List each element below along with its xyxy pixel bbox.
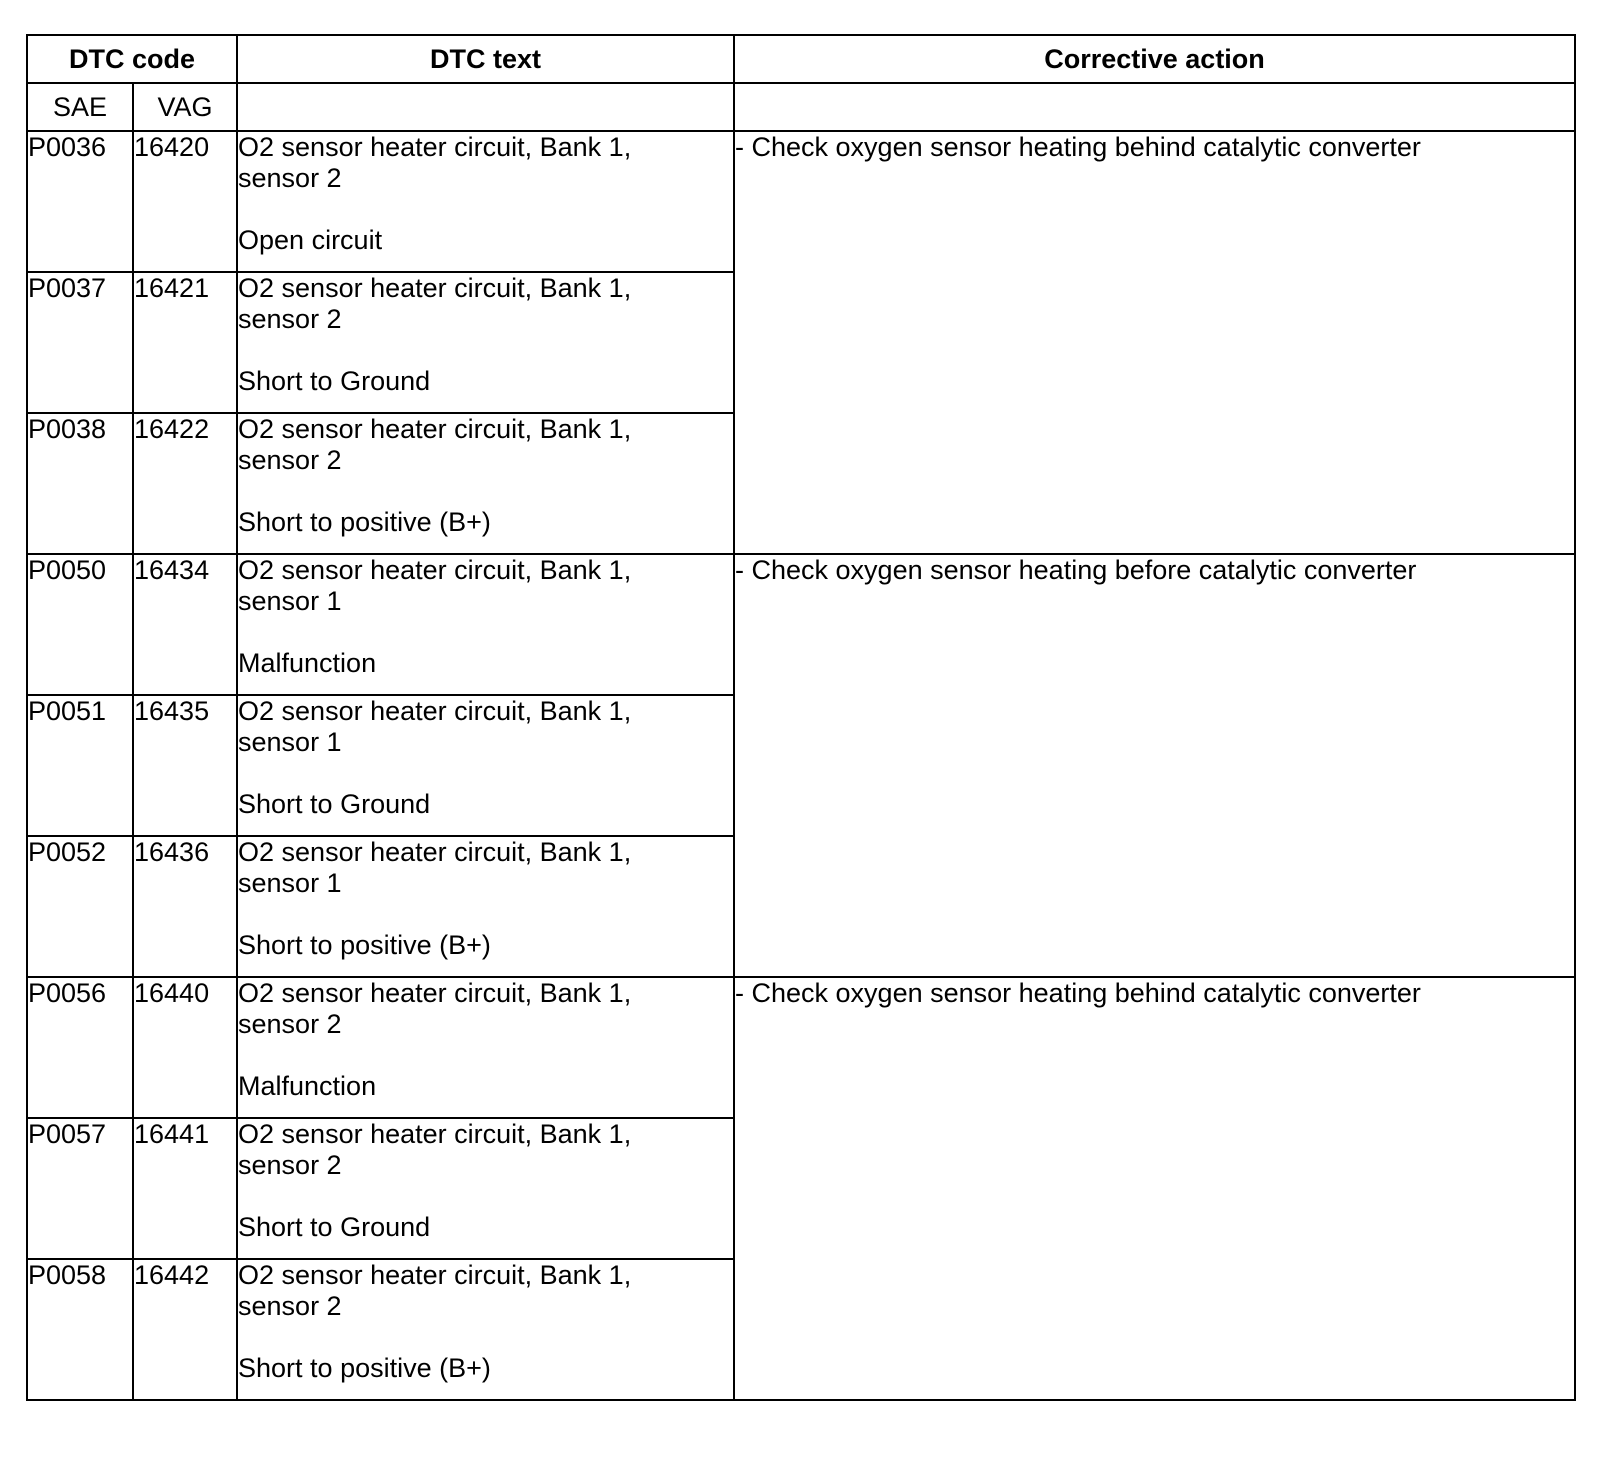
dtc-sensor: sensor 2 — [238, 304, 342, 334]
corrective-action: - Check oxygen sensor heating before catalytic converter — [734, 554, 1575, 977]
vag-code: 16442 — [133, 1259, 237, 1400]
vag-code: 16434 — [133, 554, 237, 695]
dtc-status: Short to Ground — [238, 789, 431, 819]
dtc-description: O2 sensor heater circuit, Bank 1, — [238, 1260, 632, 1290]
sae-code: P0056 — [27, 977, 133, 1118]
vag-code: 16421 — [133, 272, 237, 413]
dtc-sensor: sensor 2 — [238, 445, 342, 475]
vag-code: 16436 — [133, 836, 237, 977]
dtc-text — [237, 836, 734, 977]
vag-code: 16435 — [133, 695, 237, 836]
corrective-action: - Check oxygen sensor heating behind catalytic converter — [734, 131, 1575, 554]
dtc-description: O2 sensor heater circuit, Bank 1, — [238, 837, 632, 867]
dtc-description: O2 sensor heater circuit, Bank 1, — [238, 414, 632, 444]
dtc-description: O2 sensor heater circuit, Bank 1, — [238, 273, 632, 303]
sae-code: P0058 — [27, 1259, 133, 1400]
sae-code: P0051 — [27, 695, 133, 836]
dtc-sensor: sensor 2 — [238, 1150, 342, 1180]
header-dtc-text: DTC text — [237, 35, 734, 83]
dtc-sensor: sensor 2 — [238, 1291, 342, 1321]
dtc-status: Short to Ground — [238, 366, 431, 396]
dtc-sensor: sensor 1 — [238, 727, 342, 757]
dtc-status: Malfunction — [238, 648, 377, 678]
vag-code: 16420 — [133, 131, 237, 272]
subheader-text-empty — [237, 83, 734, 131]
vag-code: 16422 — [133, 413, 237, 554]
dtc-text — [237, 1118, 734, 1259]
subheader-vag: VAG — [133, 83, 237, 131]
dtc-text — [237, 554, 734, 695]
dtc-status: Short to Ground — [238, 1212, 431, 1242]
vag-code: 16441 — [133, 1118, 237, 1259]
dtc-description: O2 sensor heater circuit, Bank 1, — [238, 978, 632, 1008]
vag-code: 16440 — [133, 977, 237, 1118]
dtc-status: Open circuit — [238, 225, 383, 255]
dtc-status: Malfunction — [238, 1071, 377, 1101]
dtc-description: O2 sensor heater circuit, Bank 1, — [238, 555, 632, 585]
dtc-sensor: sensor 2 — [238, 163, 342, 193]
sae-code: P0050 — [27, 554, 133, 695]
sae-code: P0037 — [27, 272, 133, 413]
dtc-text — [237, 413, 734, 554]
dtc-description: O2 sensor heater circuit, Bank 1, — [238, 1119, 632, 1149]
subheader-row — [27, 83, 1575, 131]
dtc-text — [237, 272, 734, 413]
dtc-text — [237, 695, 734, 836]
subheader-sae: SAE — [27, 83, 133, 131]
sae-code: P0057 — [27, 1118, 133, 1259]
dtc-description: O2 sensor heater circuit, Bank 1, — [238, 696, 632, 726]
dtc-description: O2 sensor heater circuit, Bank 1, — [238, 132, 632, 162]
table-row — [27, 554, 1575, 695]
dtc-status: Short to positive (B+) — [238, 1353, 491, 1383]
table-row — [27, 977, 1575, 1118]
dtc-status: Short to positive (B+) — [238, 507, 491, 537]
subheader-action-empty — [734, 83, 1575, 131]
dtc-status: Short to positive (B+) — [238, 930, 491, 960]
sae-code: P0038 — [27, 413, 133, 554]
dtc-sensor: sensor 1 — [238, 586, 342, 616]
table-row — [27, 131, 1575, 272]
dtc-sensor: sensor 1 — [238, 868, 342, 898]
header-dtc-code: DTC code — [27, 35, 237, 83]
dtc-text — [237, 131, 734, 272]
dtc-sensor: sensor 2 — [238, 1009, 342, 1039]
sae-code: P0036 — [27, 131, 133, 272]
dtc-table — [26, 34, 1576, 1401]
corrective-action: - Check oxygen sensor heating behind catalytic converter — [734, 977, 1575, 1400]
header-corrective-action: Corrective action — [734, 35, 1575, 83]
header-row — [27, 35, 1575, 83]
sae-code: P0052 — [27, 836, 133, 977]
dtc-text — [237, 1259, 734, 1400]
dtc-text — [237, 977, 734, 1118]
